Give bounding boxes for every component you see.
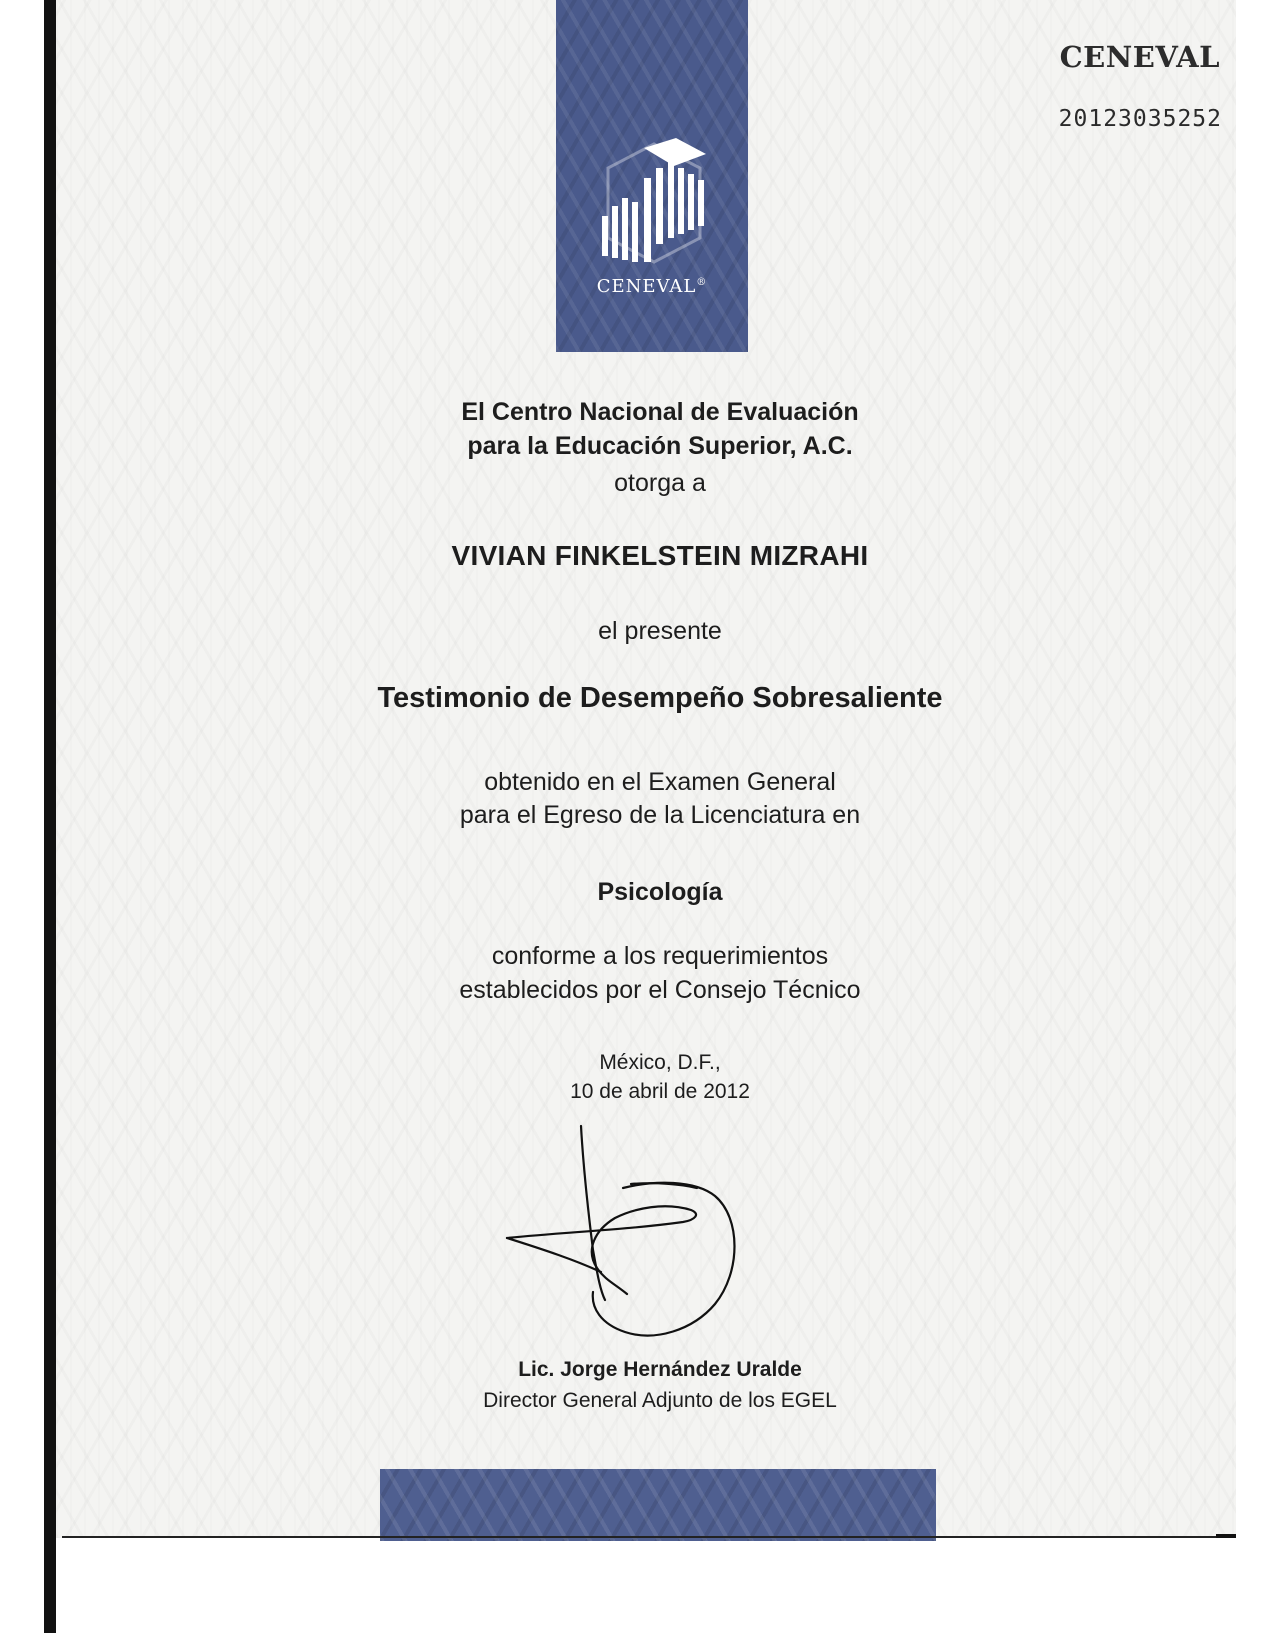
brand-title: CENEVAL xyxy=(1059,40,1220,74)
binder-edge xyxy=(44,0,56,1633)
the-present-text: el presente xyxy=(598,617,722,645)
bottom-rule xyxy=(62,1536,1234,1538)
recipient-name: VIVIAN FINKELSTEIN MIZRAHI xyxy=(451,540,869,571)
conformity-line-1: conforme a los requerimientos xyxy=(491,942,829,970)
ceneval-logo-icon xyxy=(596,138,712,274)
footer-band xyxy=(380,1469,936,1541)
issuer-line-1: El Centro Nacional de Evaluación xyxy=(461,398,859,426)
signatory-name: Lic. Jorge Hernández Uralde xyxy=(518,1358,802,1381)
logo-label: CENEVAL® xyxy=(596,276,708,297)
signatory-title: Director General Adjunto de los EGEL xyxy=(483,1389,837,1412)
date: 10 de abril de 2012 xyxy=(570,1080,750,1103)
obtained-line-2: para el Egreso de la Licenciatura en xyxy=(459,801,861,829)
obtained-line-1: obtenido en el Examen General xyxy=(484,768,836,796)
grants-text: otorga a xyxy=(614,469,706,497)
issuer-line-2: para la Educación Superior, A.C. xyxy=(467,432,853,460)
place: México, D.F., xyxy=(599,1051,721,1074)
bottom-rule-end xyxy=(1216,1534,1236,1538)
conformity-line-2: establecidos por el Consejo Técnico xyxy=(459,976,861,1004)
signature xyxy=(505,1122,770,1347)
award-title: Testimonio de Desempeño Sobresaliente xyxy=(377,682,943,714)
folio-number: 20123035252 xyxy=(1058,106,1222,132)
discipline: Psicología xyxy=(597,878,723,906)
logo-banner xyxy=(556,0,748,352)
